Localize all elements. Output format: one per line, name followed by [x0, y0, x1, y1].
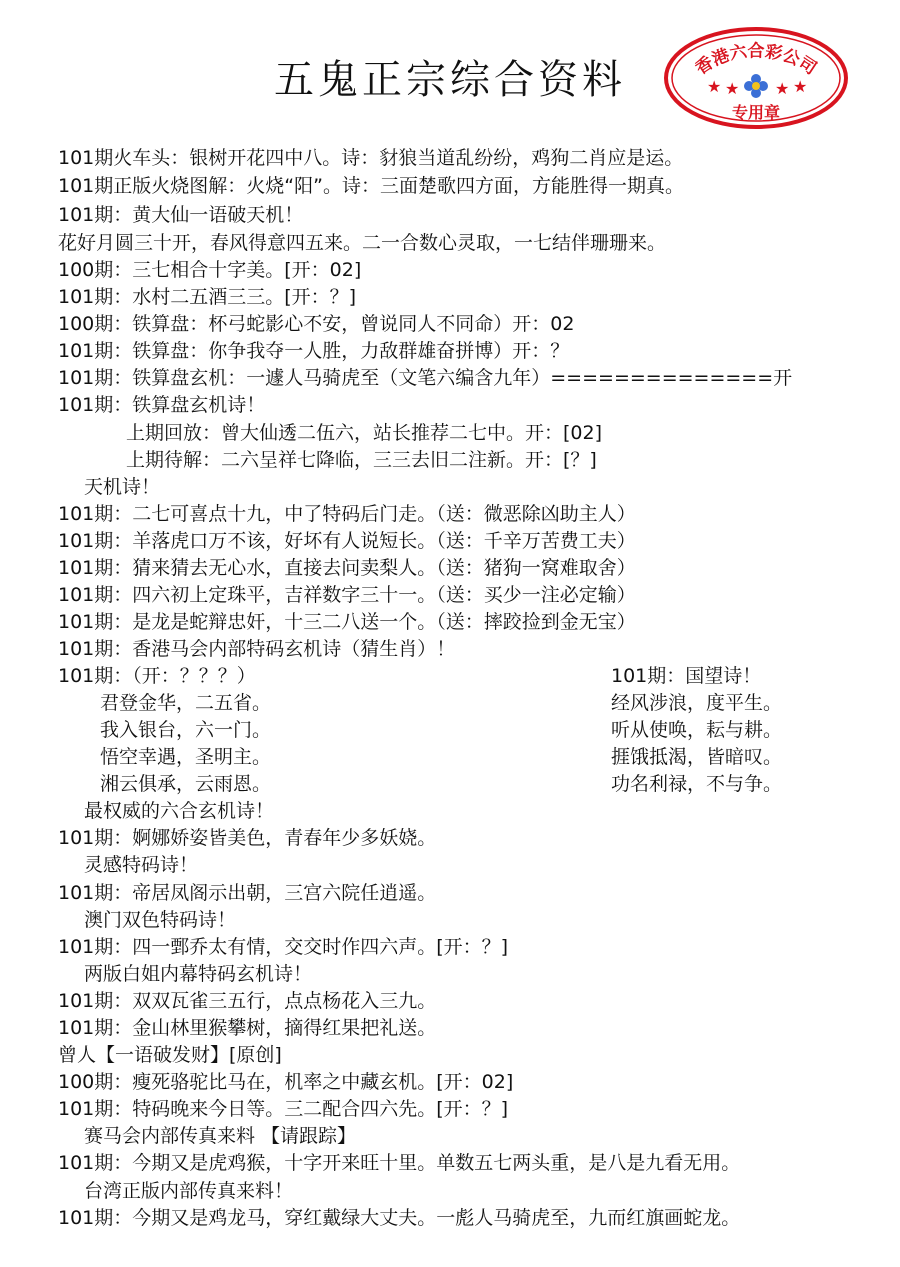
text-line: 101期：四一鄄乔太有情，交交时作四六声。[开：？]: [58, 936, 509, 958]
text-line: 上期待解：二六呈祥七降临，三三去旧二注新。开：[？]: [126, 449, 597, 471]
poem-line: 我入银台，六一门。: [100, 719, 272, 741]
section-heading: 澳门双色特码诗！: [84, 909, 237, 931]
text-line: 101期：铁算盘：你争我夺一人胜，力敌群雄奋拼博）开：？: [58, 340, 570, 362]
text-line: 101期：香港马会内部特码玄机诗（猜生肖）！: [58, 638, 456, 660]
poem-line: 悟空幸遇，圣明主。: [100, 746, 272, 768]
company-seal: [663, 26, 849, 130]
text-line: 101期：铁算盘玄机诗！: [58, 394, 266, 416]
text-line: 101期：今期又是鸡龙马，穿红戴绿大丈夫。一彪人马骑虎至，九而红旗画蛇龙。: [58, 1207, 741, 1229]
right-poem-line: 捱饿抵渴，皆暗叹。: [611, 746, 783, 768]
text-line: 101期：金山林里猴攀树，摘得红果把礼送。: [58, 1017, 437, 1039]
text-line: 100期：铁算盘：杯弓蛇影心不安，曾说同人不同命）开：02: [58, 313, 575, 335]
text-line: 101期：双双瓦雀三五行，点点杨花入三九。: [58, 990, 437, 1012]
poem-line: 湘云俱承，云雨恩。: [100, 773, 272, 795]
text-line: 101期：四六初上定珠平，吉祥数字三十一。（送：买少一注必定输）: [58, 584, 636, 606]
poem-line: 君登金华，二五省。: [100, 692, 272, 714]
section-heading: 台湾正版内部传真来料！: [84, 1180, 294, 1202]
svg-text:★: ★: [775, 79, 790, 98]
svg-text:★: ★: [707, 77, 722, 96]
text-line: 101期：羊落虎口万不该，好坏有人说短长。（送：千辛万苦费工夫）: [58, 530, 636, 552]
section-heading: 灵感特码诗！: [84, 854, 199, 876]
text-line: 101期：铁算盘玄机：一遽人马骑虎至（文笔六编含九年）==============开: [58, 367, 793, 389]
text-line: 101期火车头：银树开花四中八。诗：豺狼当道乱纷纷，鸡狗二肖应是运。: [58, 147, 684, 169]
svg-text:香港六合彩公司: [692, 41, 820, 79]
text-line: 101期：特码晚来今日等。三二配合四六先。[开：？]: [58, 1098, 509, 1120]
text-line: 101期：今期又是虎鸡猴，十字开来旺十里。单数五七两头重，是八是九看无用。: [58, 1152, 741, 1174]
right-poem-line: 经风涉浪，度平生。: [611, 692, 783, 714]
text-line: 上期回放：曾大仙透二伍六，站长推荐二七中。开：[02]: [126, 422, 603, 444]
flower-icon: [744, 74, 768, 98]
right-poem-line: 听从使唤，耘与耕。: [611, 719, 783, 741]
text-line: 101期：猜来猜去无心水，直接去问卖梨人。（送：猪狗一窝难取舍）: [58, 557, 636, 579]
page-title: 五鬼正宗综合资料: [274, 57, 626, 103]
right-poem-title: 101期：国望诗！: [611, 665, 762, 687]
text-line: 101期：黄大仙一语破天机！: [58, 204, 304, 226]
text-line: 101期：（开：？？？）: [58, 665, 256, 687]
text-line: 101期：二七可喜点十九，中了特码后门走。（送：微恶除凶助主人）: [58, 503, 636, 525]
text-line: 101期正版火烧图解：火烧“阳”。诗：三面楚歌四方面，方能胜得一期真。: [58, 175, 684, 197]
text-line: 101期：水村二五酒三三。[开：？]: [58, 286, 357, 308]
text-line: 100期：三七相合十字美。[开：02]: [58, 259, 362, 281]
svg-text:★: ★: [793, 77, 808, 96]
section-heading: 两版白姐内幕特码玄机诗！: [84, 963, 313, 985]
section-heading: 天机诗！: [84, 476, 161, 498]
seal-top-text: 香港六合彩公司: [692, 41, 820, 80]
text-line: 101期：婀娜娇姿皆美色，青春年少多妖娆。: [58, 827, 437, 849]
text-line: 曾人【一语破发财】[原创]: [58, 1044, 282, 1066]
svg-text:★: ★: [725, 79, 740, 98]
text-line: 花好月圆三十开，春风得意四五来。二一合数心灵取，一七结伴珊珊来。: [58, 232, 667, 254]
text-line: 100期：瘦死骆驼比马在，机率之中藏玄机。[开：02]: [58, 1071, 514, 1093]
section-heading: 最权威的六合玄机诗！: [84, 800, 275, 822]
right-poem-line: 功名利禄，不与争。: [611, 773, 783, 795]
section-heading: 赛马会内部传真来料 【请跟踪】: [84, 1125, 357, 1147]
seal-bottom-text: 专用章: [731, 103, 781, 122]
text-line: 101期：是龙是蛇辩忠奸，十三二八送一个。（送：摔跤捡到金无宝）: [58, 611, 636, 633]
text-line: 101期：帝居凤阁示出朝，三宫六院任逍遥。: [58, 882, 437, 904]
